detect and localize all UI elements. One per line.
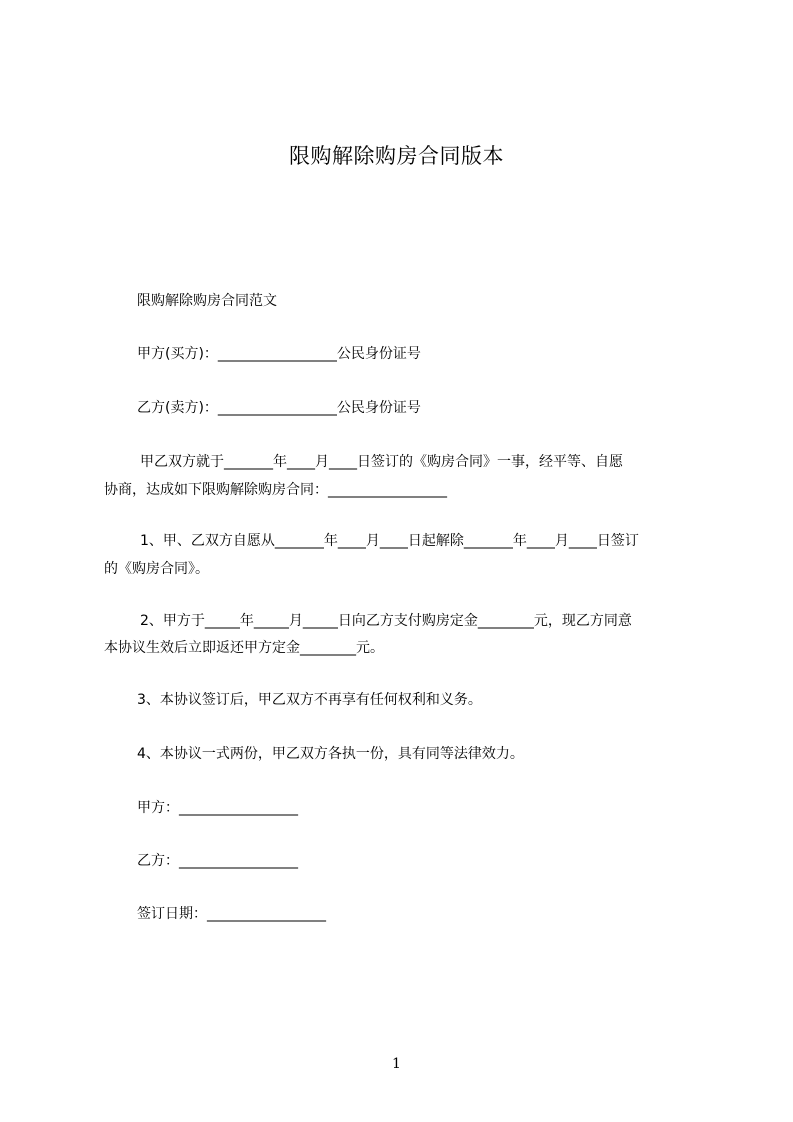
paragraph-template-name: 限购解除购房合同范文 — [137, 293, 277, 309]
page-number: 1 — [392, 1056, 401, 1072]
paragraph-party-b: 乙方(卖方)：_________________公民身份证号 — [137, 400, 421, 416]
paragraph-intro-line-1: 甲乙双方就于_______年____月____日签订的《购房合同》一事，经平等、自愿 — [140, 454, 623, 470]
clause-1-line-2: 的《购房合同》。 — [104, 561, 209, 577]
signature-party-b: 乙方：_________________ — [137, 853, 298, 869]
clause-2-line-2: 本协议生效后立即返还甲方定金________元。 — [104, 640, 384, 656]
clause-1-line-1: 1、甲、乙双方自愿从_______年____月____日起解除_______年____月____日签订 — [140, 533, 639, 549]
clause-4: 4、本协议一式两份，甲乙双方各执一份，具有同等法律效力。 — [137, 746, 524, 762]
paragraph-party-a: 甲方(买方)：_________________公民身份证号 — [137, 346, 421, 362]
document-title: 限购解除购房合同版本 — [289, 144, 504, 168]
signing-date: 签订日期：_________________ — [137, 906, 326, 922]
clause-2-line-1: 2、甲方于_____年_____月_____日向乙方支付购房定金________元，现乙方同意 — [140, 613, 632, 629]
signature-party-a: 甲方：_________________ — [137, 800, 298, 816]
clause-3: 3、本协议签订后，甲乙双方不再享有任何权利和义务。 — [137, 692, 482, 708]
paragraph-intro-line-2: 协商，达成如下限购解除购房合同：_________________ — [104, 482, 447, 498]
